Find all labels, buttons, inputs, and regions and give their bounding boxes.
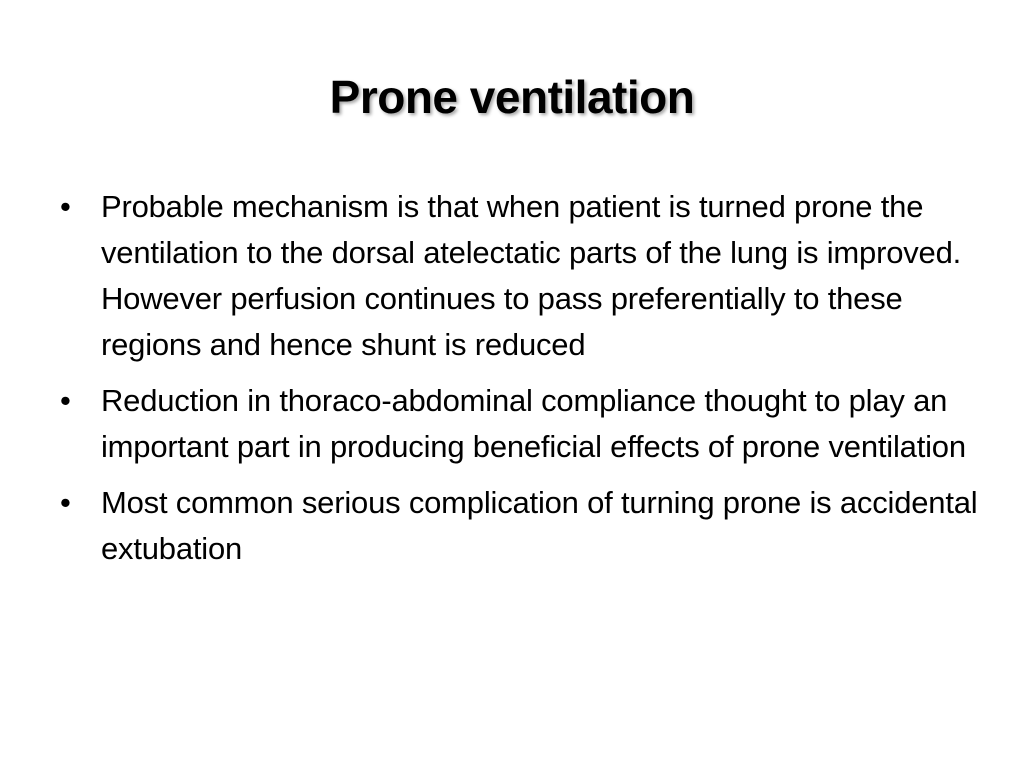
bullet-item — [56, 480, 986, 572]
bullet-item — [56, 184, 986, 368]
bullet-icon: • — [60, 189, 71, 224]
bullet-text: Most common serious complication of turning prone is accidental extubation — [101, 485, 978, 566]
bullet-list — [56, 184, 986, 582]
bullet-icon: • — [60, 485, 71, 520]
bullet-text: Probable mechanism is that when patient is turned prone the ventilation to the dorsal atelectatic parts of the lung is improved. However perfusion continues to pass preferentially to these regions and hence shunt is reduced — [101, 189, 962, 362]
slide-title: Prone ventilation — [329, 71, 695, 123]
bullet-text: Reduction in thoraco-abdominal compliance thought to play an important part in producing beneficial effects of prone ventilation — [101, 383, 966, 464]
bullet-item — [56, 378, 986, 470]
bullet-icon: • — [60, 383, 71, 418]
